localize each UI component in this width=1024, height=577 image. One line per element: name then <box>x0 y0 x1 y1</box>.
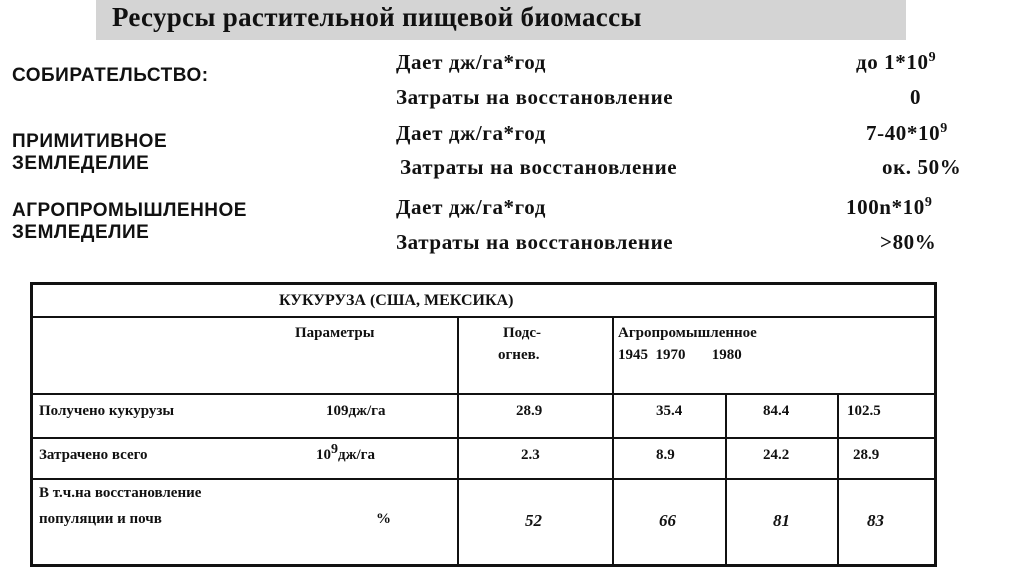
cost-label: Затраты на восстановление <box>400 155 678 179</box>
row-unit: $10^9дж/га$ <box>316 442 375 463</box>
yield-label: Дает дж/га*год <box>396 195 546 219</box>
category-name-line: АГРОПРОМЫШЛЕННОЕ <box>12 200 247 221</box>
category-name-line: ЗЕМЛЕДЕЛИЕ <box>12 222 150 243</box>
table-divider <box>33 393 934 395</box>
category-primitive-farming <box>12 131 167 175</box>
row-label: Получено кукурузы <box>39 403 175 419</box>
table-cell: 84.4 <box>763 403 790 419</box>
cost-value: 0 <box>910 85 922 109</box>
yield-label: Дает дж/га*год <box>396 50 546 74</box>
table-cell: 83 <box>867 511 884 530</box>
table-cell: 102.5 <box>847 403 881 419</box>
table-cell: 28.9 <box>853 447 880 463</box>
cost-label: Затраты на восстановление <box>396 85 674 109</box>
row-unit: 109дж/га <box>326 403 386 419</box>
param-header: Параметры <box>295 325 375 341</box>
agro-header: Агропромышленное <box>618 325 757 341</box>
cost-value: >80% <box>880 230 937 254</box>
table-divider <box>725 393 727 564</box>
table-divider <box>33 316 934 318</box>
yield-value: до $1*10^9$ <box>856 50 937 74</box>
page-title: Ресурсы растительной пищевой биомассы <box>112 2 642 32</box>
yield-label: Дает дж/га*год <box>396 121 546 145</box>
table-cell: 52 <box>525 511 542 530</box>
corn-table <box>30 282 937 567</box>
table-cell: 81 <box>773 511 790 530</box>
table-cell: 24.2 <box>763 447 790 463</box>
row-unit: % <box>376 511 391 527</box>
category-name-line: ЗЕМЛЕДЕЛИЕ <box>12 153 150 174</box>
table-caption: КУКУРУЗА (США, МЕКСИКА) <box>279 292 514 309</box>
table-cell: 8.9 <box>656 447 675 463</box>
cost-label: Затраты на восстановление <box>396 230 674 254</box>
row-label: В т.ч.на восстановление <box>39 485 202 501</box>
table-divider <box>837 393 839 564</box>
table-cell: 35.4 <box>656 403 683 419</box>
table-divider <box>457 316 459 564</box>
category-name-line: ПРИМИТИВНОЕ <box>12 131 168 152</box>
yield-value: $7-40*10^9$ <box>866 121 948 145</box>
row-label: Затрачено всего <box>39 447 148 463</box>
category-agroindustrial-farming <box>12 200 247 244</box>
table-cell: 2.3 <box>521 447 540 463</box>
col-header-line: Подс- <box>503 325 541 341</box>
row-label: популяции и почв <box>39 511 162 527</box>
table-cell: 66 <box>659 511 676 530</box>
table-divider <box>33 478 934 480</box>
category-gathering: СОБИРАТЕЛЬСТВО: <box>12 65 209 86</box>
table-cell: 28.9 <box>516 403 543 419</box>
col-header-line: огнев. <box>498 347 540 363</box>
cost-value: ок. 50% <box>882 155 962 179</box>
yield-value: $100n*10^9$ <box>846 195 933 219</box>
table-divider <box>33 437 934 439</box>
table-divider <box>612 316 614 564</box>
years-header: 1945 1970 1980 <box>618 347 742 363</box>
